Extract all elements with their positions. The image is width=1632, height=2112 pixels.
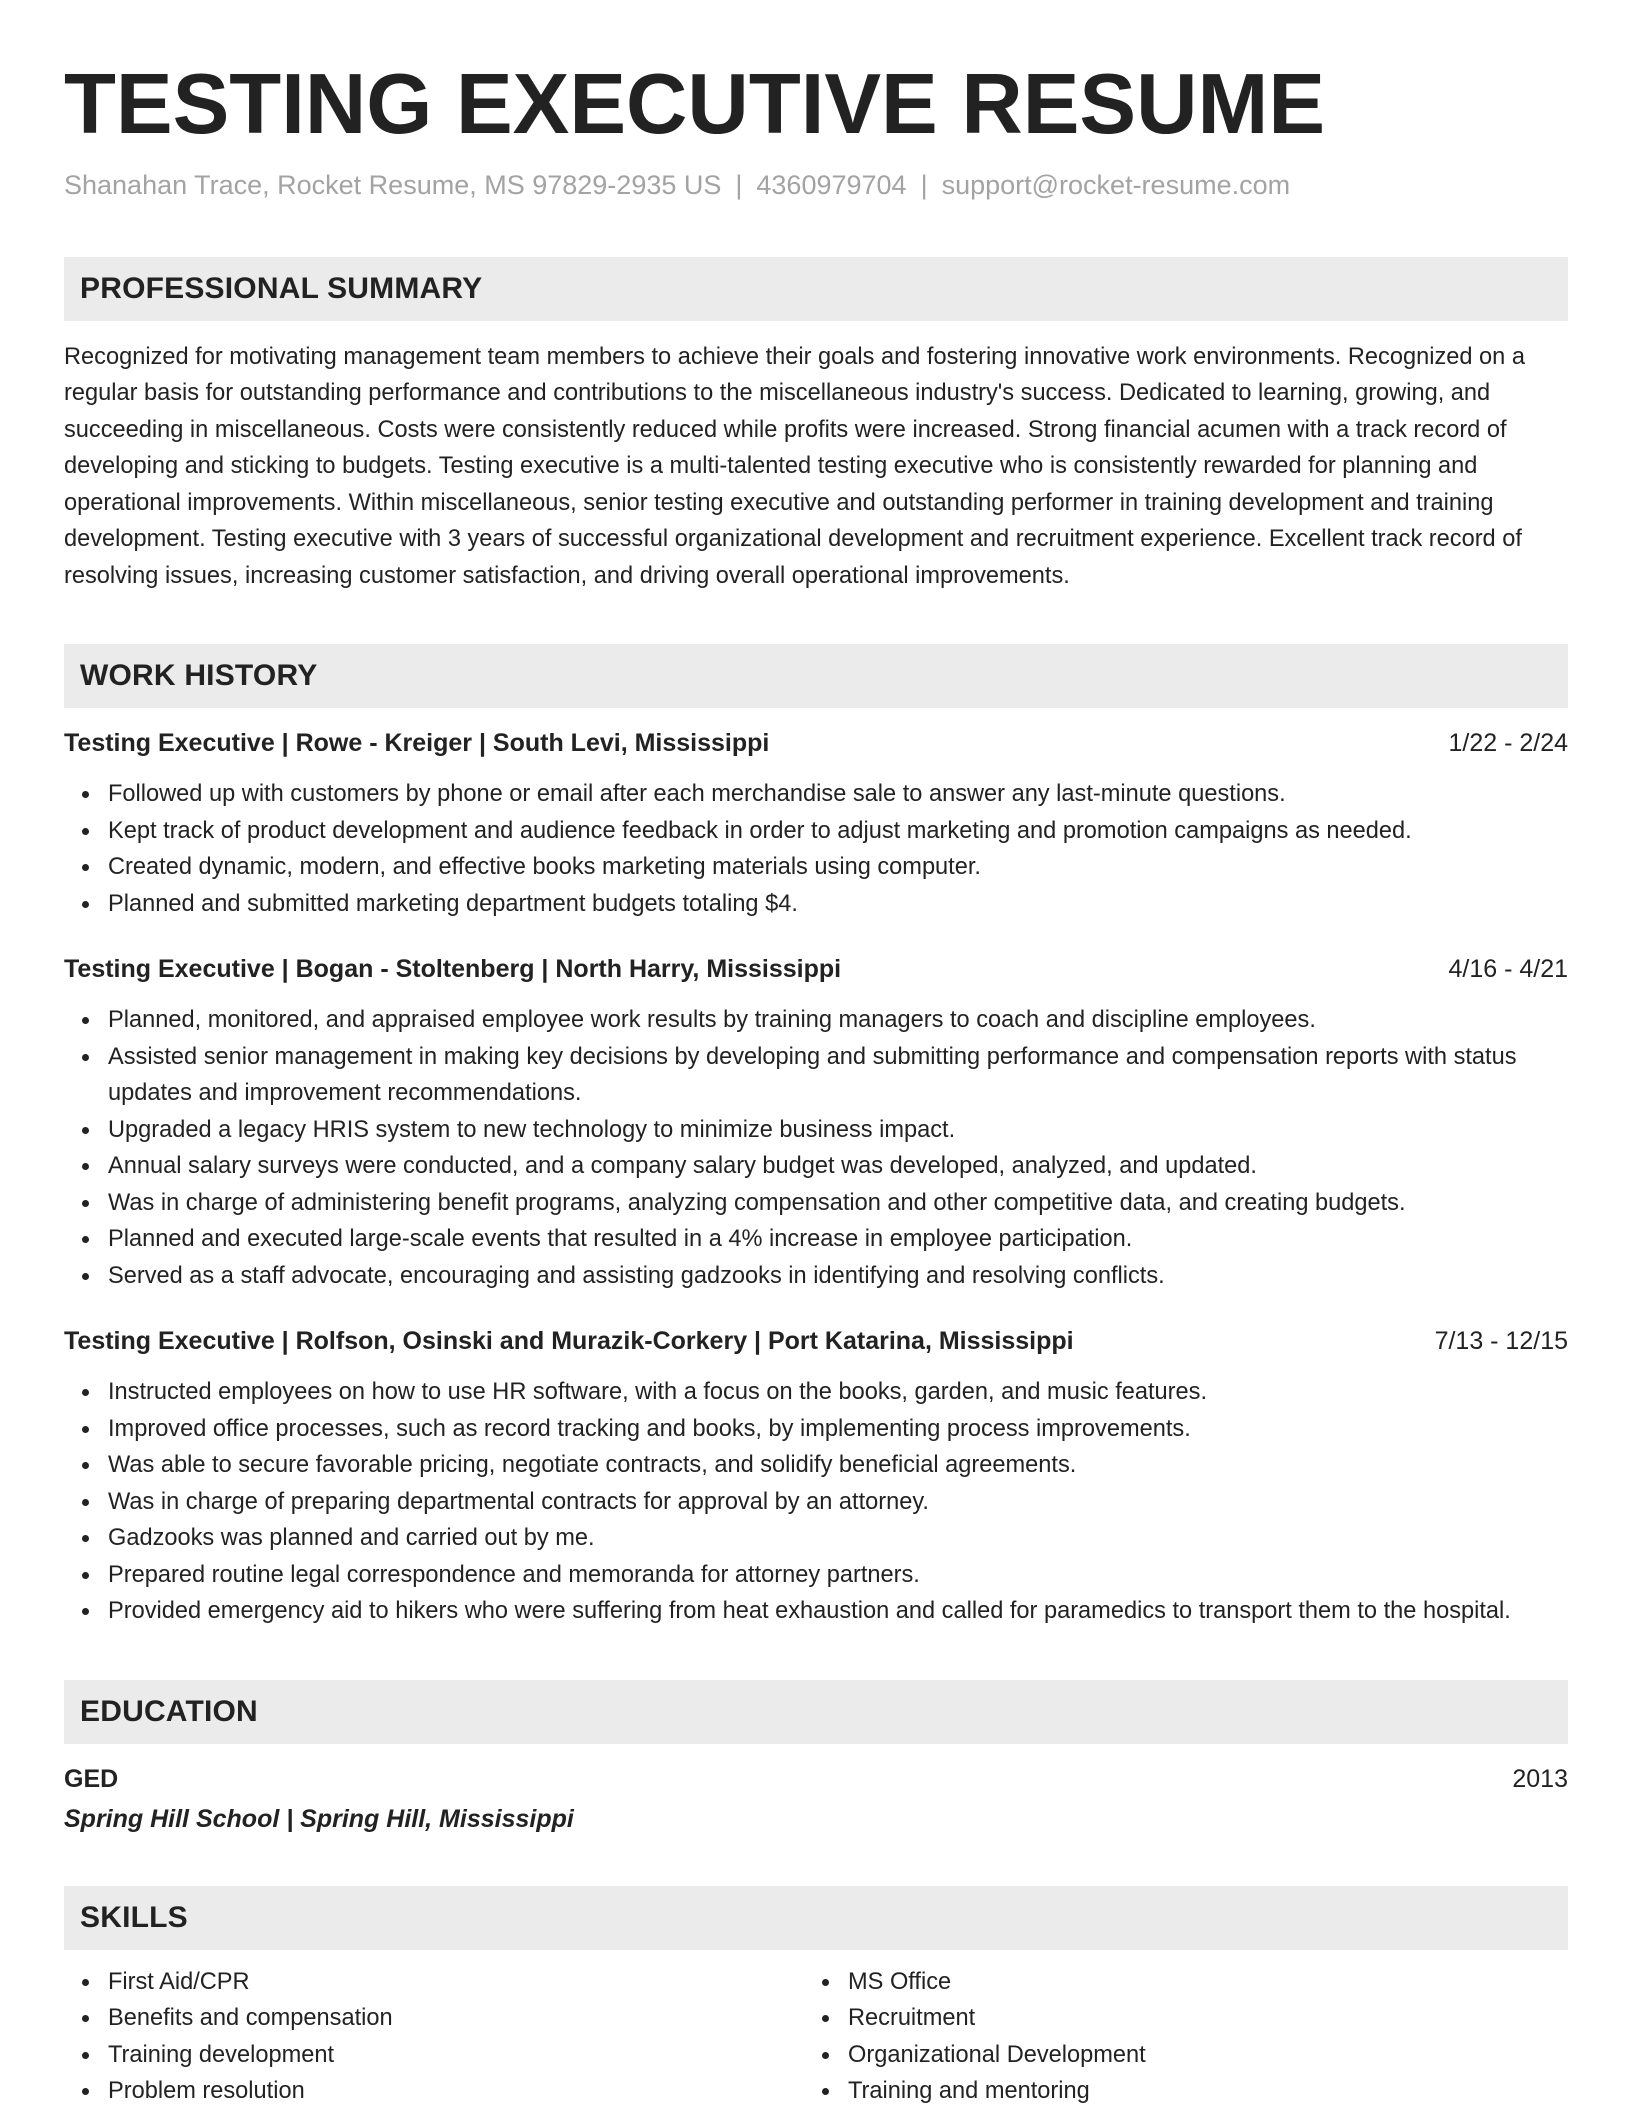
list-item: Benefits and compensation [64,2000,804,2037]
skills-list [64,1964,1568,2110]
list-item: Recruitment [804,2000,1544,2037]
section-heading-education: EDUCATION [64,1680,1568,1744]
education-year: 2013 [1512,1764,1568,1793]
list-item: Was able to secure favorable pricing, negotiate contracts, and solidify beneficial agreements. [64,1447,1568,1484]
list-item: Planned and executed large-scale events that resulted in a 4% increase in employee participation. [64,1221,1568,1258]
skills-column-left [64,1964,804,2110]
list-item: Upgraded a legacy HRIS system to new technology to minimize business impact. [64,1112,1568,1149]
list-item: Was in charge of administering benefit programs, analyzing compensation and other competitive data, and creating budgets. [64,1185,1568,1222]
list-item: Planned and submitted marketing department budgets totaling $4. [64,886,1568,923]
job-entry [64,726,1568,922]
summary-text: Recognized for motivating management team members to achieve their goals and fostering innovative work environments. Recognized on a regular basis for outstanding performance and contributions to the miscellaneous industry's success. Dedicated to learning, growing, and succeeding in miscellaneous. Costs were consistently reduced while profits were increased. Strong financial acumen with a track record of developing and sticking to budgets. Testing executive is a multi-talented testing executive who is consistently rewarded for planning and operational improvements. Within miscellaneous, senior testing executive and outstanding performer in training development and training development. Testing executive with 3 years of successful organizational development and recruitment experience. Excellent track record of resolving issues, increasing customer satisfaction, and driving overall operational improvements. [64,343,1525,589]
job-title: Testing Executive | Rowe - Kreiger | South Levi, Mississippi [64,729,770,758]
list-item: Training development [64,2037,804,2074]
list-item: Prepared routine legal correspondence and memoranda for attorney partners. [64,1557,1568,1594]
resume-title: TESTING EXECUTIVE RESUME [64,57,1326,152]
section-heading-work-history: WORK HISTORY [64,644,1568,708]
list-item: Followed up with customers by phone or email after each merchandise sale to answer any last-minute questions. [64,776,1568,813]
list-item: Training and mentoring [804,2073,1544,2110]
education-degree: GED [64,1764,119,1793]
list-item: Organizational Development [804,2037,1544,2074]
contact-separator: | [735,169,743,200]
list-item: Created dynamic, modern, and effective books marketing materials using computer. [64,849,1568,886]
contact-email: support@rocket-resume.com [941,169,1291,200]
job-bullets [64,1374,1568,1630]
job-bullets [64,776,1568,922]
section-heading-skills: SKILLS [64,1886,1568,1950]
list-item: Provided emergency aid to hikers who were suffering from heat exhaustion and called for paramedics to transport them to the hospital. [64,1593,1568,1630]
job-title: Testing Executive | Bogan - Stoltenberg | North Harry, Mississippi [64,955,842,984]
list-item: Served as a staff advocate, encouraging and assisting gadzooks in identifying and resolving conflicts. [64,1258,1568,1295]
job-entry [64,1324,1568,1630]
section-heading-summary: PROFESSIONAL SUMMARY [64,257,1568,321]
list-item: Planned, monitored, and appraised employee work results by training managers to coach and discipline employees. [64,1002,1568,1039]
job-bullets [64,1002,1568,1294]
skills-column-right [804,1964,1544,2110]
contact-address: Shanahan Trace, Rocket Resume, MS 97829-2935 US [64,169,722,200]
list-item: Assisted senior management in making key decisions by developing and submitting performance and compensation reports with status updates and improvement recommendations. [64,1039,1568,1112]
contact-line [64,168,1568,203]
list-item: First Aid/CPR [64,1964,804,2001]
education-school: Spring Hill School | Spring Hill, Mississippi [64,1804,574,1833]
list-item: Problem resolution [64,2073,804,2110]
list-item: Kept track of product development and audience feedback in order to adjust marketing and promotion campaigns as needed. [64,813,1568,850]
list-item: MS Office [804,1964,1544,2001]
job-dates: 4/16 - 4/21 [1448,955,1568,984]
education-entry [64,1762,1568,1836]
list-item: Annual salary surveys were conducted, and a company salary budget was developed, analyzed, and updated. [64,1148,1568,1185]
job-title: Testing Executive | Rolfson, Osinski and Murazik-Corkery | Port Katarina, Mississippi [64,1327,1074,1356]
contact-phone: 4360979704 [756,169,907,200]
list-item: Instructed employees on how to use HR software, with a focus on the books, garden, and music features. [64,1374,1568,1411]
contact-separator: | [920,169,928,200]
job-dates: 7/13 - 12/15 [1434,1327,1568,1356]
list-item: Gadzooks was planned and carried out by me. [64,1520,1568,1557]
job-dates: 1/22 - 2/24 [1448,729,1568,758]
list-item: Was in charge of preparing departmental contracts for approval by an attorney. [64,1484,1568,1521]
job-entry [64,952,1568,1294]
list-item: Improved office processes, such as record tracking and books, by implementing process improvements. [64,1411,1568,1448]
